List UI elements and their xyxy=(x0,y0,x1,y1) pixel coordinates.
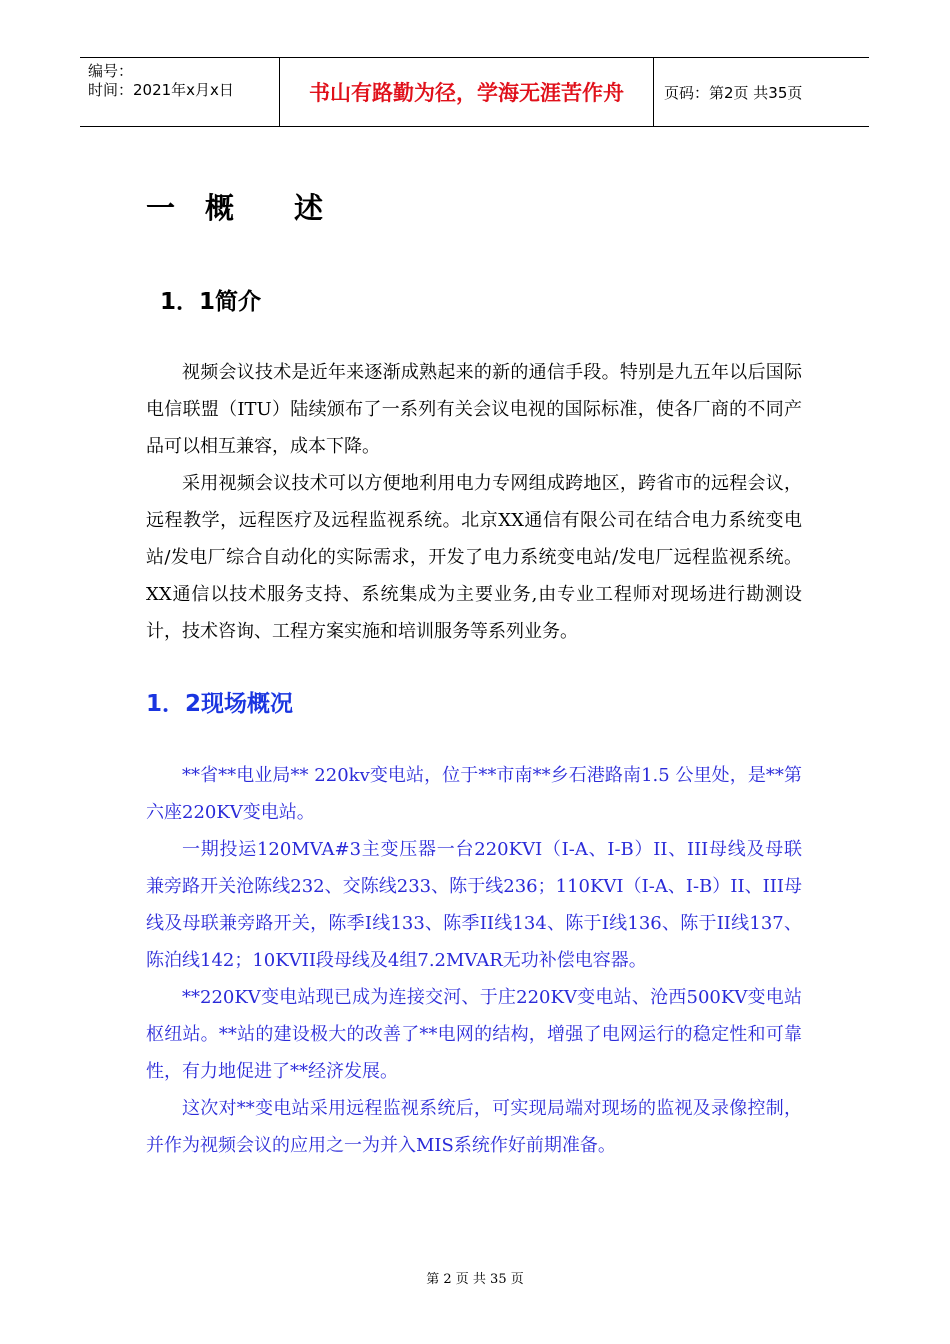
page-header xyxy=(80,57,869,127)
section-title-part: 一 xyxy=(146,191,176,225)
header-page-info: 页码：第2页 共35页 xyxy=(664,83,803,102)
section-title xyxy=(146,186,323,227)
number-label: 编号： xyxy=(88,62,134,80)
header-motto: 书山有路勤为径，学海无涯苦作舟 xyxy=(280,58,654,126)
subsection-title-site: 1．2现场概况 xyxy=(146,691,294,717)
paragraph: 视频会议技术是近年来逐渐成熟起来的新的通信手段。特别是九五年以后国际电信联盟（ITU）陆续颁布了一系列有关会议电视的国际标准，使各厂商的不同产品可以相互兼容，成本下降。 xyxy=(146,362,802,457)
paragraph: 采用视频会议技术可以方便地利用电力专网组成跨地区，跨省市的远程会议，远程教学，远程医疗及远程监视系统。北京XX通信有限公司在结合电力系统变电站/发电厂综合自动化的实际需求，开发了电力系统变电站/发电厂远程监视系统。XX通信以技术服务支持、系统集成为主要业务,由专业工程师对现场进行勘测设计，技术咨询、工程方案实施和培训服务等系列业务。 xyxy=(146,473,802,642)
site-body xyxy=(146,757,802,1164)
paragraph: 这次对**变电站采用远程监视系统后，可实现局端对现场的监视及录像控制，并作为视频会议的应用之一为并入MIS系统作好前期准备。 xyxy=(146,1098,802,1156)
paragraph: **省**电业局** 220kv变电站，位于**市南**乡石港路南1.5 公里处，是**第六座220KV变电站。 xyxy=(146,765,802,823)
page-footer: 第 2 页 共 35 页 xyxy=(426,1272,524,1287)
time-label: 时间：2021年x月x日 xyxy=(88,81,234,99)
section-title-part: 概 xyxy=(205,191,235,225)
paragraph: **220KV变电站现已成为连接交河、于庄220KV变电站、沧西500KV变电站枢纽站。**站的建设极大的改善了**电网的结构，增强了电网运行的稳定性和可靠性，有力地促进了**经济发展。 xyxy=(146,987,802,1082)
paragraph: 一期投运120MVA#3主变压器一台220KVI（I-A、I-B）II、III母线及母联兼旁路开关沧陈线232、交陈线233、陈于线236；110KVI（I-A、I-B）II、III母线及母联兼旁路开关，陈季I线133、陈季II线134、陈于I线136、陈于II线137、陈泊线142；10KVII段母线及4组7.2MVAR无功补偿电容器。 xyxy=(146,839,802,971)
intro-body xyxy=(146,354,802,650)
subsection-title-intro: 1．1简介 xyxy=(160,289,262,315)
header-meta xyxy=(80,58,280,126)
section-title-part: 述 xyxy=(294,191,324,225)
